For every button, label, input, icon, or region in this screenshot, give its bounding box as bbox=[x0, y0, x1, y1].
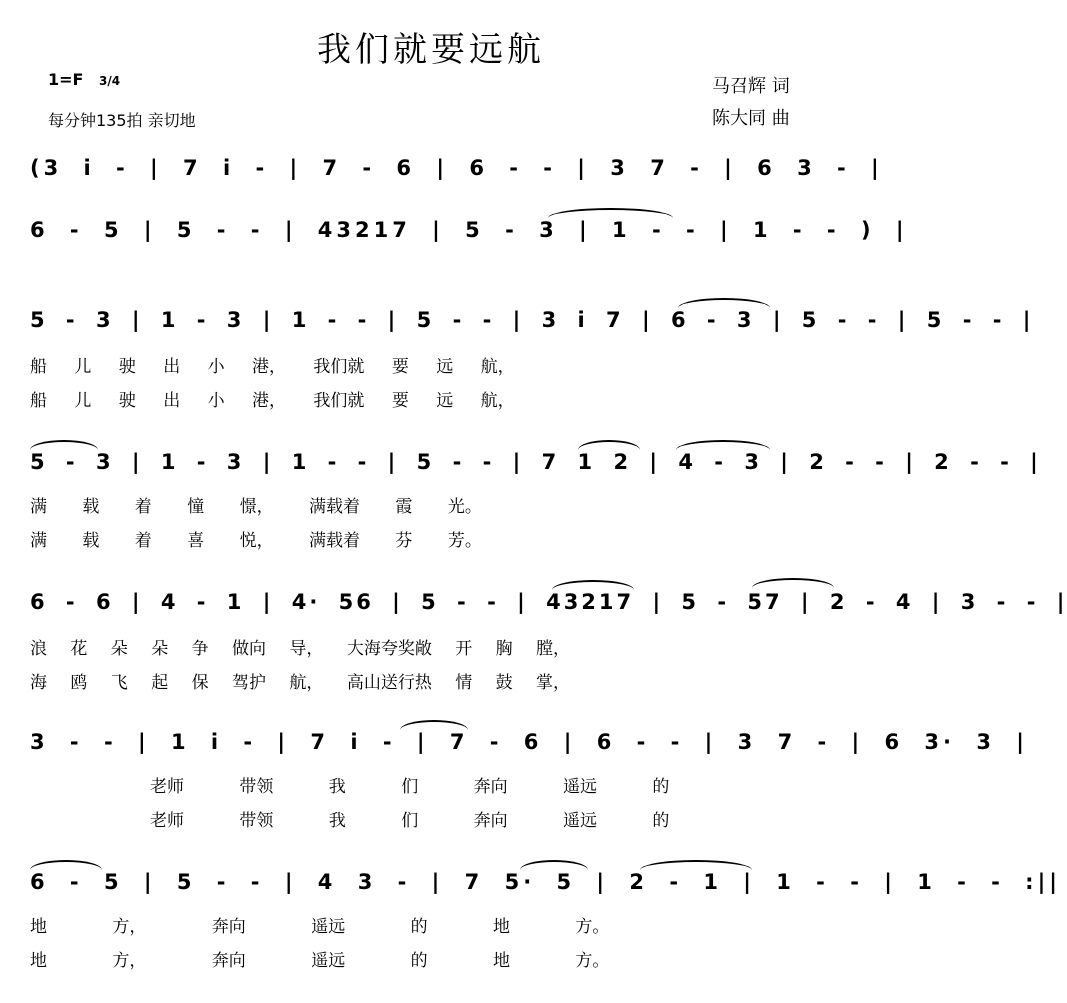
row-5-notes: 6 - 6 | 4 - 1 | 4· 56 | 5 - - | 43217 | 5 - 57 | 2 - 4 | 3 - - | bbox=[30, 590, 1067, 614]
slur bbox=[30, 860, 102, 870]
page-title: 我们就要远航 bbox=[317, 30, 545, 70]
slur bbox=[640, 860, 752, 870]
slur bbox=[400, 720, 468, 730]
time-signature-text: 3/4 bbox=[99, 73, 121, 88]
row-4-notes: 5 - 3 | 1 - 3 | 1 - - | 5 - - | 7 1 2 | 4 - 3 | 2 - - | 2 - - | bbox=[30, 450, 1041, 474]
row-7-lyrics-verse-1: 地 方， 奔向 遥远 的 地 方。 bbox=[30, 917, 610, 937]
row-6-notes: 3 - - | 1 i - | 7 i - | 7 - 6 | 6 - - | 3 7 - | 6 3· 3 | bbox=[30, 730, 1028, 754]
slur bbox=[752, 578, 834, 588]
row-6-lyrics-verse-2: 老师 带领 我 们 奔向 遥远 的 bbox=[150, 811, 670, 831]
slur bbox=[30, 440, 98, 450]
row-3-lyrics-verse-2: 船 儿 驶 出 小 港， 我们就 要 远 航， bbox=[30, 391, 515, 411]
row-7-notes: 6 - 5 | 5 - - | 4 3 - | 7 5· 5 | 2 - 1 | 1 - - | 1 - - :|| bbox=[30, 870, 1061, 894]
lyricist-credit: 马召辉 词 bbox=[712, 76, 790, 97]
row-3-lyrics-verse-1: 船 儿 驶 出 小 港， 我们就 要 远 航， bbox=[30, 357, 515, 377]
slur bbox=[548, 208, 673, 218]
composer-credit: 陈大同 曲 bbox=[712, 108, 790, 129]
row-2-notes: 6 - 5 | 5 - - | 43217 | 5 - 3 | 1 - - | 1 - - ) | bbox=[30, 218, 908, 242]
row-3-notes: 5 - 3 | 1 - 3 | 1 - - | 5 - - | 3 i 7 | 6 - 3 | 5 - - | 5 - - | bbox=[30, 308, 1034, 332]
row-6-lyrics-verse-1: 老师 带领 我 们 奔向 遥远 的 bbox=[150, 777, 670, 797]
row-4-lyrics-verse-1: 满 载 着 憧 憬， 满载着 霞 光。 bbox=[30, 497, 482, 517]
time-signature bbox=[99, 73, 121, 88]
slur bbox=[676, 440, 770, 450]
row-4-lyrics-verse-2: 满 载 着 喜 悦， 满载着 芬 芳。 bbox=[30, 531, 482, 551]
row-1-notes: (3 i - | 7 i - | 7 - 6 | 6 - - | 3 7 - | 6 3 - | bbox=[30, 156, 883, 180]
row-5-lyrics-verse-1: 浪 花 朵 朵 争 做向 导， 大海夸奖敞 开 胸 膛， bbox=[30, 639, 571, 659]
notation-row-3 bbox=[30, 308, 1033, 332]
row-5-lyrics-verse-2: 海 鸥 飞 起 保 驾护 航， 高山送行热 情 鼓 掌， bbox=[30, 673, 571, 693]
key-label: 1=F bbox=[48, 70, 84, 89]
key-signature bbox=[48, 70, 120, 89]
notation-row-1 bbox=[30, 156, 883, 180]
notation-row-4 bbox=[30, 450, 1041, 474]
slur bbox=[678, 298, 770, 308]
slur bbox=[552, 580, 634, 590]
slur bbox=[520, 860, 588, 870]
notation-row-5 bbox=[30, 590, 1067, 614]
notation-row-6 bbox=[30, 730, 1028, 754]
notation-row-2 bbox=[30, 218, 908, 242]
row-7-lyrics-verse-2: 地 方， 奔向 遥远 的 地 方。 bbox=[30, 951, 610, 971]
tempo-marking: 每分钟135拍 亲切地 bbox=[48, 111, 196, 130]
slur bbox=[578, 440, 640, 450]
notation-row-7 bbox=[30, 870, 1061, 894]
